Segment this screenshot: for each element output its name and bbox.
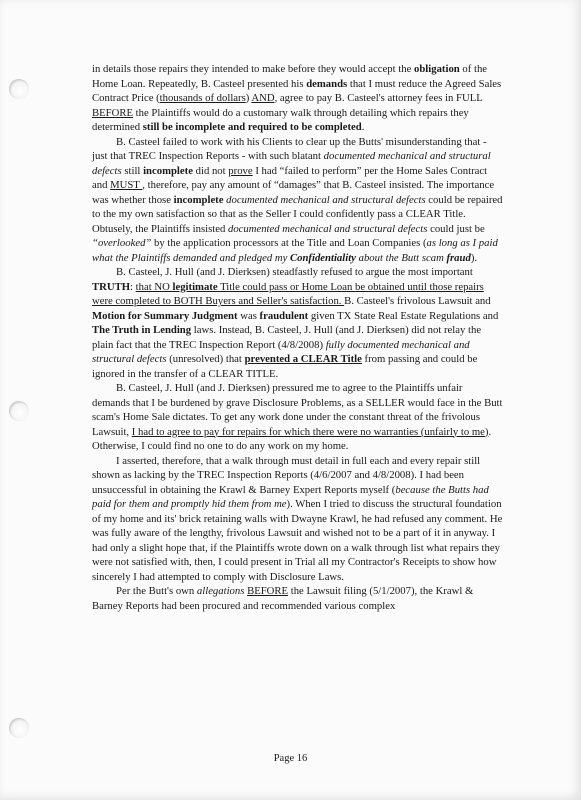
text-run: fraud xyxy=(446,251,471,264)
text-run: given TX State Real Estate Regulations and xyxy=(308,309,499,322)
text-run: prove xyxy=(228,164,253,177)
text-run: could just be xyxy=(427,222,485,235)
text-run: the Lawsuit filing (5/1/2007), the Krawl & Barney Reports had been procured and recommended various complex xyxy=(92,585,474,612)
binder-hole xyxy=(9,79,29,99)
text-run: that NO xyxy=(135,280,173,293)
text-run: by the application processors at the Title and Loan Companies ( xyxy=(151,237,427,249)
text-run: was xyxy=(237,309,260,322)
paragraph xyxy=(92,381,503,454)
text-run: documented mechanical and structural defects xyxy=(226,193,426,206)
text-run: fully documented mechanical and structural defects xyxy=(92,338,470,365)
text-run: Confidentiality xyxy=(290,251,356,264)
paragraph xyxy=(92,454,503,585)
text-run: still xyxy=(121,164,144,177)
text-run: I had to agree to pay for repairs for which there were no warranties (unfairly to me) xyxy=(131,425,489,438)
text-run: B. Casteel, J. Hull (and J. Dierksen) steadfastly refused to argue the most important xyxy=(116,266,473,278)
text-run: Per the Butt's own xyxy=(116,585,197,597)
text-run: The Truth in Lending xyxy=(92,324,192,336)
paragraph xyxy=(92,135,503,266)
text-run: did not xyxy=(192,164,229,177)
text-run: could be repaired to the my own satisfaction so that as the Seller I could confidently pass a CLEAR Title. Obtusely, the Plaintiffs insisted xyxy=(92,193,503,235)
text-run: I had “failed to perform” per the Home Sales Contract and xyxy=(92,164,488,191)
text-run: in details those repairs they intended to make before they would accept the xyxy=(92,63,414,75)
text-run: incomplete xyxy=(143,164,193,177)
text-run: B. Casteel's frivolous Lawsuit and xyxy=(344,295,491,307)
text-run: TRUTH xyxy=(92,280,131,293)
text-run: documented mechanical and structural defects xyxy=(227,222,428,235)
text-run: legitimate xyxy=(172,280,218,293)
text-run: incomplete xyxy=(173,193,224,206)
text-run: obligation xyxy=(414,63,460,75)
text-run: demands xyxy=(306,77,348,90)
binder-hole xyxy=(9,401,29,421)
text-run: ). xyxy=(470,251,478,264)
text-run: , therefore, pay any amount of “damages” that B. Casteel insisted. The importance was whether those xyxy=(92,179,495,206)
text-run: AND xyxy=(251,92,275,104)
binder-hole xyxy=(9,718,29,738)
text-run: BEFORE xyxy=(247,585,289,597)
text-run: B. Casteel failed to work with his Clients to clear up the Butts' misunderstanding that - just that TREC Inspection Reports - with such blatant xyxy=(92,135,487,162)
paragraph xyxy=(92,265,503,381)
text-run: the Plaintiffs would do a customary walk through detailing which repairs they determined xyxy=(92,106,469,133)
text-run: from passing and could be ignored in the transfer of a CLEAR TITLE. xyxy=(92,353,478,380)
text-run: still be incomplete and required to be completed xyxy=(142,121,362,133)
text-run: . Otherwise, I could find no one to do any work on my home. xyxy=(92,425,492,452)
text-run: because the Butts had paid for them and promptly hid them from me xyxy=(92,483,489,510)
text-run: Motion for Summary Judgment xyxy=(92,309,238,322)
text-run: ) xyxy=(245,92,252,104)
text-run: allegations xyxy=(196,585,245,597)
text-run: BEFORE xyxy=(92,106,133,119)
text-run: ). When I tried to discuss the structural foundation of my home and its' brick retaining walls with Dwayne Krawl, he had refused any comment. He was fully aware of the lengthy, frivolous Lawsuit and wished not to be a part of it in anyway. I had only a slight hope that, if the Plaintiffs wrote down on a walk through list what repairs they were not satisfied with, then, I could present in Trial all my Contractor's Receipts to show how sincerely I had attempted to comply with Disclosure Laws. xyxy=(92,498,503,583)
text-run: B. Casteel, J. Hull (and J. Dierksen) pressured me to agree to the Plaintiffs unfair demands that I be burdened by grave Disclosure Problems, as a SELLER would face in the Butt scam's Home Sale dictates. To get any work done under the constant threat of the frivolous Lawsuit, xyxy=(92,382,503,438)
text-run: about the Butt scam xyxy=(355,251,447,264)
text-run: as long as I paid what the Plaintiffs demanded and pledged my xyxy=(92,237,498,264)
text-run: laws. Instead, B. Casteel, J. Hull (and J. Dierksen) did not relay the plain fact that the TREC Inspection Report (4/8/2008) xyxy=(92,324,482,351)
text-run: prevented a CLEAR Title xyxy=(244,353,362,365)
body-text xyxy=(92,62,503,613)
text-run: Title could pass or Home Loan be obtained until those repairs were completed to BOTH Buyers and Seller's satisfaction. xyxy=(92,280,484,307)
text-run: : xyxy=(130,280,136,293)
text-run: documented mechanical and structural defects xyxy=(92,150,491,177)
paragraph xyxy=(92,584,503,613)
text-run: thousands of dollars xyxy=(159,92,246,104)
paragraph xyxy=(92,62,503,135)
page-number: Page 16 xyxy=(273,753,308,764)
text-run: MUST xyxy=(110,179,143,191)
text-run: I asserted, therefore, that a walk through must detail in full each and every repair still shown as lacking by the TREC Inspection Reports (4/6/2007 and 4/8/2008). I had been unsuccessful in obtaining the Krawl & Barney Expert Reports myself ( xyxy=(92,454,481,496)
text-run: , agree to pay B. Casteel's attorney fees in FULL xyxy=(274,92,483,104)
text-run: (unresolved) that xyxy=(166,353,245,365)
text-run: that I must reduce the Agreed Sales Contract Price ( xyxy=(92,77,502,104)
text-run: “overlooked” xyxy=(92,237,152,249)
text-run: fraudulent xyxy=(259,309,309,322)
text-run: . xyxy=(361,121,365,133)
text-run: of the Home Loan. Repeatedly, B. Casteel presented his xyxy=(92,63,488,90)
